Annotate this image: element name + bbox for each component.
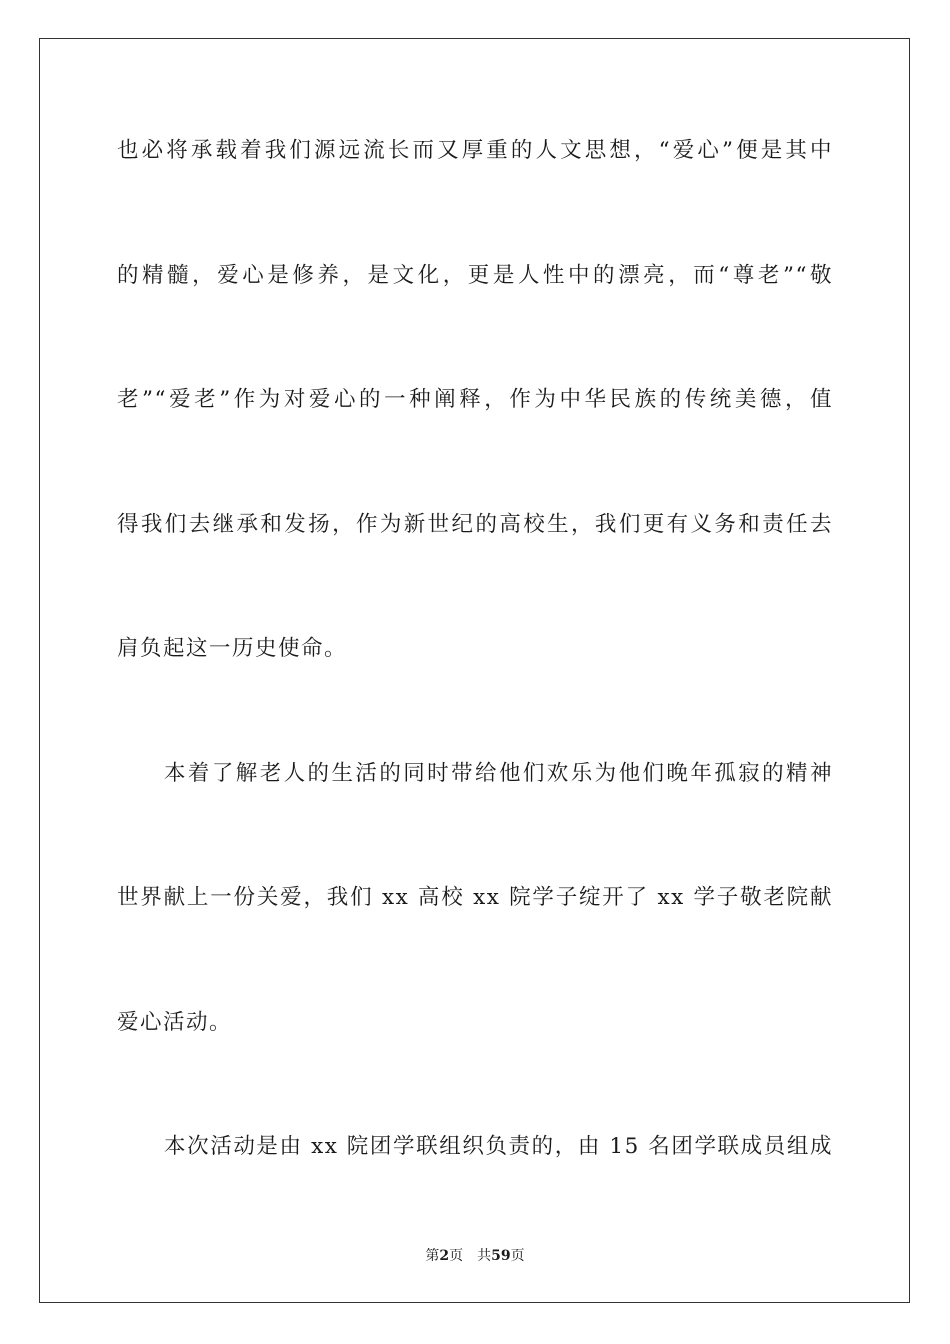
body-text-line: 爱心活动。: [117, 1010, 233, 1035]
body-text-line: 得我们去继承和发扬，作为新世纪的高校生，我们更有义务和责任去: [117, 512, 833, 537]
page-border: [39, 38, 910, 1303]
page-footer: [0, 1246, 950, 1266]
total-pages: 59: [491, 1248, 511, 1264]
page-suffix: 页: [449, 1248, 464, 1264]
paragraph-first-line: 本着了解老人的生活的同时带给他们欢乐为他们晚年孤寂的精神: [164, 761, 833, 786]
body-text-line: 的精髓，爱心是修养，是文化，更是人性中的漂亮，而“尊老”“敬: [117, 263, 833, 288]
page-number: 2: [439, 1248, 450, 1264]
body-text-line: 肩负起这一历史使命。: [117, 636, 348, 661]
body-text-line: 世界献上一份关爱，我们 xx 高校 xx 院学子绽开了 xx 学子敬老院献: [117, 885, 833, 910]
paragraph-first-line: 本次活动是由 xx 院团学联组织负责的，由 15 名团学联成员组成: [164, 1134, 833, 1159]
total-suffix: 页: [510, 1248, 525, 1264]
body-text-line: 老”“爱老”作为对爱心的一种阐释，作为中华民族的传统美德，值: [117, 387, 833, 412]
total-prefix: 共: [477, 1248, 492, 1264]
page-prefix: 第: [425, 1248, 440, 1264]
body-text-line: 也必将承载着我们源远流长而又厚重的人文思想，“爱心”便是其中: [117, 138, 833, 163]
